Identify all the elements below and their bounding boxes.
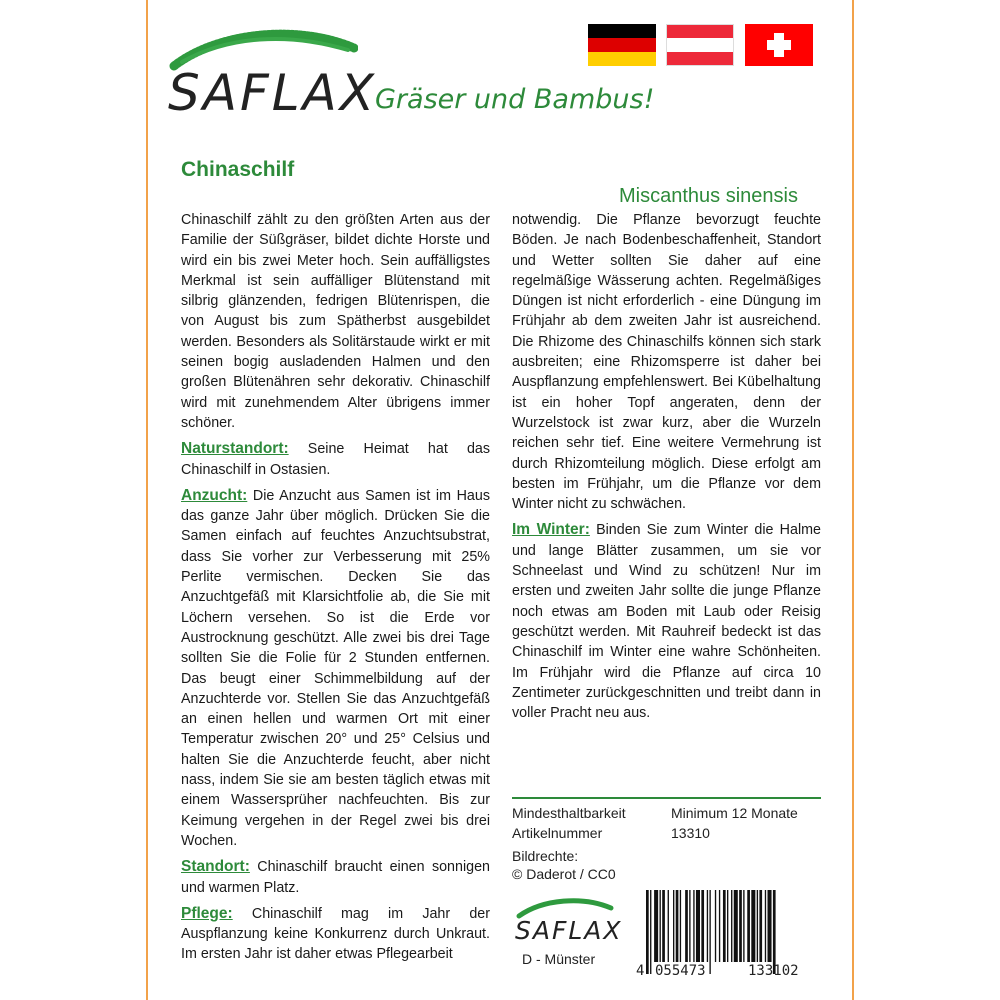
pflege-text: Chinaschilf mag im Jahr der Auspflanzung keine Konkurrenz durch Unkraut. Im ersten Jahr ist daher etwas Pflegearbeit	[181, 905, 490, 963]
anzucht-paragraph	[181, 486, 490, 851]
product-title: Chinaschilf	[181, 158, 295, 181]
right-border	[852, 0, 854, 1000]
naturstandort-heading: Naturstandort:	[181, 440, 289, 458]
left-border	[146, 0, 148, 1000]
footer-city: D - Münster	[522, 951, 596, 967]
brand-logo: SAFLAX	[168, 64, 378, 122]
naturstandort-paragraph	[181, 439, 490, 480]
image-rights-label: Bildrechte:	[512, 848, 579, 864]
text-column-left	[181, 210, 490, 971]
switzerland-flag-icon	[745, 24, 813, 66]
standort-text: Chinaschilf braucht einen sonnigen und warmen Platz.	[181, 859, 490, 896]
austria-flag-icon	[666, 24, 734, 66]
standort-heading: Standort:	[181, 858, 250, 876]
barcode-left-group: 055473	[655, 963, 706, 979]
pflege-heading: Pflege:	[181, 904, 233, 922]
info-divider	[512, 797, 821, 799]
text-column-right	[512, 210, 821, 729]
brand-tagline: Gräser und Bambus!	[375, 84, 655, 115]
pflege-paragraph-continued: notwendig. Die Pflanze bevorzugt feuchte Böden. Je nach Bodenbeschaffenheit, Standort und Wetter sollten Sie daher auf eine regelmäßige Wässerung achten. Regelmäßiges Düngen ist nicht erforderlich - eine Düngung im Frühjahr ab dem zweiten Jahr ist ausreichend. Die Rhizome des Chinaschilfs können sich stark ausbreiten; eine Rhizomsperre ist daher bei Auspflanzung empfehlenswert. Bei Kübelhaltung ist ein hoher Topf angeraten, denn der Wurzelstock ist zwar kurz, aber die Wurzeln reichen sehr tief. Eine weitere Vermehrung ist durch Rhizomteilung möglich. Diese erfolgt am besten im Frühjahr, um die Pflanze vor dem Winter nicht zu schwächen.	[512, 212, 821, 513]
standort-paragraph	[181, 857, 490, 898]
image-rights-value: © Daderot / CC0	[512, 866, 616, 882]
winter-paragraph	[512, 520, 821, 723]
latin-name: Miscanthus sinensis	[619, 185, 798, 207]
intro-paragraph: Chinaschilf zählt zu den größten Arten aus der Familie der Süßgräser, bildet dichte Horste und wird ein bis zwei Meter hoch. Sein auffälligstes Merkmal ist sein auffälliger Blütenstand mit silbrig glänzenden, fedrigen Blütenrispen, die von August bis zum Spätherbst ausgebildet werden. Besonders als Solitärstaude wirkt er mit seinen bogig ausladenden Halmen und den großen Blütenähren sehr dekorativ. Chinaschilf wird mit zunehmendem Alter übrigens immer schöner.	[181, 212, 490, 431]
anzucht-text: Die Anzucht aus Samen ist im Haus das ganze Jahr über möglich. Drücken Sie die Samen einfach auf feuchtes Anzuchtsubstrat, dass Sie vorher zur Verbesserung mit 25% Perlite vermischen. Decken Sie das Anzuchtgefäß mit Klarsichtfolie ab, die Sie mit Löchern versehen. So ist die Erde vor Austrocknung geschützt. Alle zwei bis drei Tage sollten Sie die Folie für 2 Stunden entfernen. Das beugt einer Schimmelbildung auf der Anzuchterde vor. Stellen Sie das Anzuchtgefäß an einen hellen und warmen Ort mit einer Temperatur zwischen 20° und 25° Celsius und halten Sie die Anzuchterde feucht, aber nicht nass, indem Sie sie am besten täglich etwas mit einem Wassersprüher nachfeuchten. Bis zur Keimung vergehen in der Regel zwei bis drei Wochen.	[181, 487, 490, 849]
article-number-value: 13310	[671, 825, 710, 841]
germany-flag-icon	[588, 24, 656, 66]
barcode-first-digit: 4	[636, 963, 645, 979]
article-number-label: Artikelnummer	[512, 825, 603, 841]
shelf-life-label: Mindesthaltbarkeit	[512, 805, 626, 821]
anzucht-heading: Anzucht:	[181, 486, 248, 504]
winter-heading: Im Winter:	[512, 521, 590, 539]
footer-brand-logo: SAFLAX	[515, 916, 623, 945]
barcode-right-group: 133102	[748, 963, 799, 979]
winter-text: Binden Sie zum Winter die Halme und lange Blätter zusammen, um sie vor Schneelast und Wind zu schützen! Nur im ersten und zweiten Jahr sollte die junge Pflanze noch etwas am Boden mit Laub oder Reisig geschützt werden. Mit Rauhreif bedeckt ist das Chinaschilf im Winter eine wahre Schönheiten. Im Frühjahr wird die Pflanze auf circa 10 Zentimeter zurückgeschnitten und treibt dann in voller Pracht neu aus.	[512, 522, 821, 722]
naturstandort-text: Seine Heimat hat das Chinaschilf in Ostasien.	[181, 441, 490, 478]
pflege-paragraph-start	[181, 904, 490, 965]
shelf-life-value: Minimum 12 Monate	[671, 805, 798, 821]
